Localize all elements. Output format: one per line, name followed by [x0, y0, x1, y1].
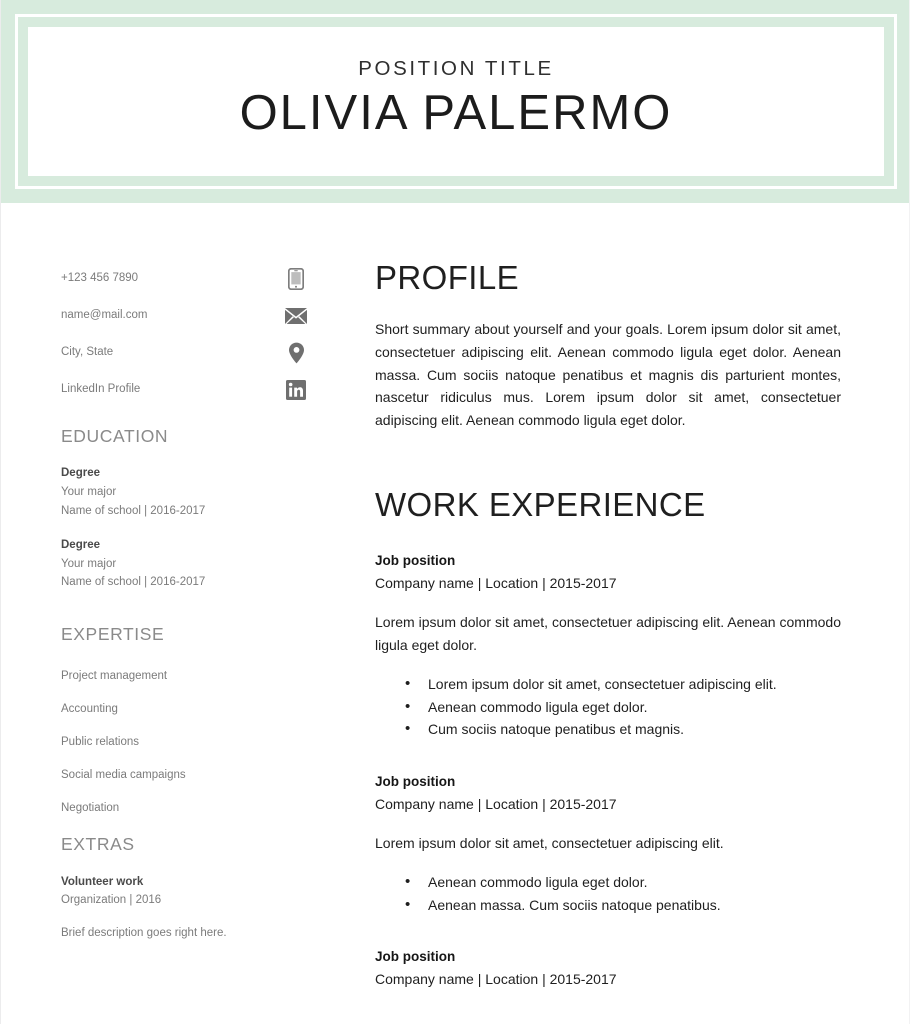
expertise-list: [61, 660, 316, 825]
job-meta: Company name | Location | 2015-2017: [375, 795, 617, 812]
job-bullet: • Cum sociis natoque penatibus et magnis.: [405, 718, 841, 741]
education-entry: [61, 536, 316, 592]
education-major: Your major: [61, 485, 117, 498]
job-meta: Company name | Location | 2015-2017: [375, 574, 617, 591]
resume-body: [1, 203, 909, 1024]
education-heading: EDUCATION: [61, 426, 169, 446]
job-entry: [375, 771, 841, 917]
job-bullet: • Aenean massa. Cum sociis natoque penatibus.: [405, 894, 841, 917]
profile-section: [375, 260, 841, 432]
education-section: [61, 427, 316, 592]
linkedin-icon: [284, 378, 308, 402]
job-bullet: • Aenean commodo ligula eget dolor.: [405, 871, 841, 894]
extras-description: Brief description goes right here.: [61, 926, 227, 939]
job-meta: Company name | Location | 2015-2017: [375, 971, 617, 988]
contact-item-location: [61, 334, 316, 371]
job-title: Job position: [375, 773, 456, 789]
contact-list: [61, 260, 316, 408]
job-description: Lorem ipsum dolor sit amet, consectetuer adipiscing elit. Aenean commodo ligula eget dolor.: [375, 614, 841, 654]
job-entry: [375, 550, 841, 741]
phone-icon: [284, 267, 308, 291]
education-degree: Degree: [61, 467, 100, 480]
education-school: Name of school | 2016-2017: [61, 576, 206, 589]
job-description: Lorem ipsum dolor sit amet, consectetuer adipiscing elit.: [375, 835, 724, 852]
contact-location-text: City, State: [61, 345, 114, 358]
expertise-item: Public relations: [61, 736, 139, 749]
education-school: Name of school | 2016-2017: [61, 504, 206, 517]
extras-title: Volunteer work: [61, 875, 144, 888]
contact-email-text: name@mail.com: [61, 308, 148, 321]
profile-heading: PROFILE: [375, 259, 520, 296]
candidate-name: OLIVIA PALERMO: [239, 86, 673, 141]
extras-section: [61, 835, 316, 942]
header-white-outline: [15, 14, 897, 189]
contact-item-linkedin: [61, 371, 316, 408]
expertise-item: Project management: [61, 670, 168, 683]
contact-phone-text: +123 456 7890: [61, 271, 139, 284]
contact-linkedin-text: LinkedIn Profile: [61, 382, 141, 395]
job-bullet-list: [375, 871, 841, 916]
main-column: [316, 260, 909, 991]
expertise-item: Social media campaigns: [61, 769, 186, 782]
job-bullet: • Lorem ipsum dolor sit amet, consectetuer adipiscing elit.: [405, 673, 841, 696]
extras-organization: Organization | 2016: [61, 894, 162, 907]
job-title: Job position: [375, 552, 456, 568]
job-title: Job position: [375, 949, 456, 965]
job-bullet-list: [375, 673, 841, 741]
expertise-section: [61, 625, 316, 825]
work-experience-heading: WORK EXPERIENCE: [375, 485, 706, 523]
expertise-heading: EXPERTISE: [61, 624, 165, 644]
expertise-item: Accounting: [61, 703, 118, 716]
profile-text: Short summary about yourself and your goals. Lorem ipsum dolor sit amet, consectetuer adipiscing elit. Aenean commodo ligula eget dolor. Aenean massa. Cum sociis natoque penatibus et magnis dis parturient montes, nascetur ridiculus mus. Lorem ipsum dolor sit amet, consectetuer adipiscing elit. Aenean commodo ligula eget dolor.: [375, 321, 841, 428]
header-name-card: [28, 27, 884, 176]
header-banner: [1, 0, 910, 203]
location-pin-icon: [284, 341, 308, 365]
education-degree: Degree: [61, 539, 100, 552]
education-major: Your major: [61, 557, 117, 570]
contact-item-phone: [61, 260, 316, 297]
position-title: POSITION TITLE: [358, 56, 554, 80]
envelope-icon: [284, 304, 308, 328]
contact-item-email: [61, 297, 316, 334]
expertise-item: Negotiation: [61, 802, 120, 815]
work-experience-section: [375, 487, 841, 991]
job-entry: [375, 946, 841, 991]
extras-heading: EXTRAS: [61, 834, 135, 855]
sidebar-column: [1, 260, 316, 942]
job-bullet: • Aenean commodo ligula eget dolor.: [405, 696, 841, 719]
education-entry: [61, 464, 316, 520]
